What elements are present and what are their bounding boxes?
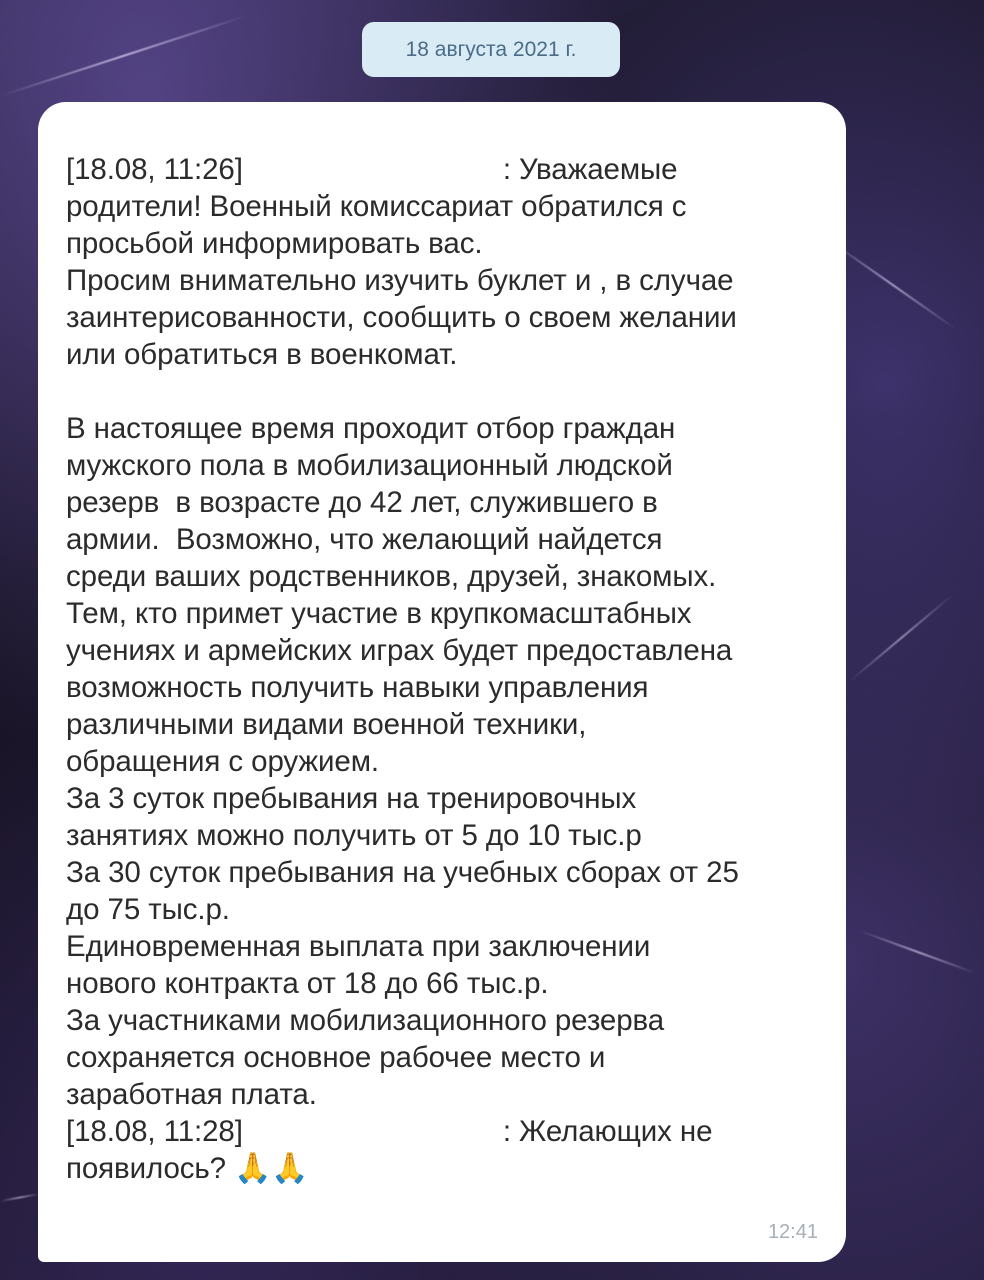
message-line: В настоящее время проходит отбор граждан — [66, 412, 676, 445]
message-line: Единовременная выплата при заключении — [66, 930, 651, 963]
quote-header-line — [66, 151, 826, 188]
message-line: обращения с оружием. — [66, 745, 380, 778]
message-line: среди ваших родственников, друзей, знакомых. — [66, 560, 717, 593]
message-line: Просим внимательно изучить буклет и , в случае — [66, 264, 734, 297]
message-line: резерв в возрасте до 42 лет, служившего в — [66, 486, 658, 519]
quote-timestamp: [18.08, 11:26] — [66, 153, 243, 186]
folded-hands-icon: 🙏🙏 — [233, 1152, 309, 1185]
quote-header-line — [66, 1113, 826, 1150]
blank-line — [66, 373, 826, 410]
message-line: родители! Военный комиссариат обратился с — [66, 190, 687, 223]
message-line: занятиях можно получить от 5 до 10 тыс.р — [66, 819, 642, 852]
quote-text: : Уважаемые — [502, 153, 678, 186]
message-line — [66, 1150, 826, 1187]
message-line: возможность получить навыки управления — [66, 671, 649, 704]
quote-text: : Желающих не — [502, 1115, 713, 1148]
message-line: заработная плата. — [66, 1078, 317, 1111]
message-line: просьбой информировать вас. — [66, 227, 483, 260]
message-text — [66, 151, 826, 1187]
message-line: мужского пола в мобилизационный людской — [66, 449, 673, 482]
message-line: сохраняется основное рабочее место и — [66, 1041, 606, 1074]
quote-timestamp: [18.08, 11:28] — [66, 1115, 243, 1148]
message-line: За участниками мобилизационного резерва — [66, 1004, 665, 1037]
message-line: За 30 суток пребывания на учебных сборах от 25 — [66, 856, 739, 889]
message-line: или обратиться в военкомат. — [66, 338, 458, 371]
redacted-sender — [243, 169, 503, 173]
message-line: За 3 суток пребывания на тренировочных — [66, 782, 637, 815]
message-line: Тем, кто примет участие в крупкомасштабных — [66, 597, 692, 630]
message-line: различными видами военной техники, — [66, 708, 587, 741]
message-line: армии. Возможно, что желающий найдется — [66, 523, 663, 556]
message-bubble[interactable] — [38, 102, 846, 1262]
message-time: 12:41 — [767, 1221, 818, 1243]
redacted-sender — [243, 1131, 503, 1135]
message-line: учениях и армейских играх будет предоставлена — [66, 634, 733, 667]
message-line: до 75 тыс.р. — [66, 893, 230, 926]
message-line: нового контракта от 18 до 66 тыс.р. — [66, 967, 549, 1000]
date-separator: 18 августа 2021 г. — [362, 22, 620, 77]
message-line-text: появилось? — [66, 1152, 226, 1185]
message-line: заинтерисованности, сообщить о своем желании — [66, 301, 737, 334]
